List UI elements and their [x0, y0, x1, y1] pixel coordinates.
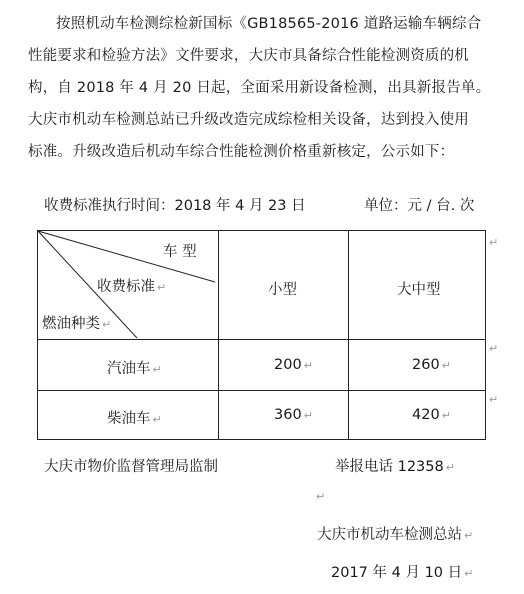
row-label-gasoline: 汽油车 ↵ [107, 361, 162, 377]
issuer: 大庆市机动车检测总站 ↵ [317, 527, 474, 543]
cell-gasoline-small: 200 ↵ [274, 357, 313, 373]
header-vehicle-type: 车 型 [163, 244, 197, 260]
paragraph-line-2: 性能要求和检验方法》文件要求，大庆市具备综合性能检测资质的机 [28, 48, 469, 64]
paragraph-line-4: 大庆市机动车检测总站已升级改造完成综检相关设备，达到投入使用 [28, 112, 469, 128]
supervisor-line: 大庆市物价监督管理局监制 [44, 459, 218, 475]
fee-table [37, 230, 499, 440]
effective-date: 收费标准执行时间：2018 年 4 月 23 日 [44, 198, 306, 214]
row-label-diesel: 柴油车 ↵ [107, 411, 162, 427]
header-fee-standard: 收费标准 ↵ [97, 279, 167, 295]
notice-paragraph [28, 8, 508, 168]
hotline: 举报电话 12358 ↵ [335, 459, 455, 475]
header-fuel-type: 燃油种类 ↵ [42, 316, 112, 332]
paragraph-line-1: 按照机动车检测综检新国标《GB18565-2016 道路运输车辆综合 [56, 16, 482, 32]
issue-date: 2017 年 4 月 10 日 ↵ [331, 565, 474, 581]
column-header-small: 小型 [268, 282, 297, 298]
column-header-large: 大中型 [397, 282, 441, 298]
blank-line-mark: ↵ [316, 490, 326, 503]
cell-diesel-large: 420 ↵ [412, 407, 451, 423]
paragraph-line-5: 标准。升级改造后机动车综合性能检测价格重新核定，公示如下： [28, 144, 455, 160]
row-end-mark: ↵ [489, 393, 499, 406]
row-end-mark: ↵ [489, 236, 499, 249]
unit-label: 单位：元 / 台. 次 [364, 198, 475, 214]
paragraph-line-3: 构，自 2018 年 4 月 20 日起，全面采用新设备检测，出具新报告单。 [28, 80, 491, 96]
row-end-mark: ↵ [489, 342, 499, 355]
cell-gasoline-large: 260 ↵ [412, 357, 451, 373]
cell-diesel-small: 360 ↵ [274, 407, 313, 423]
